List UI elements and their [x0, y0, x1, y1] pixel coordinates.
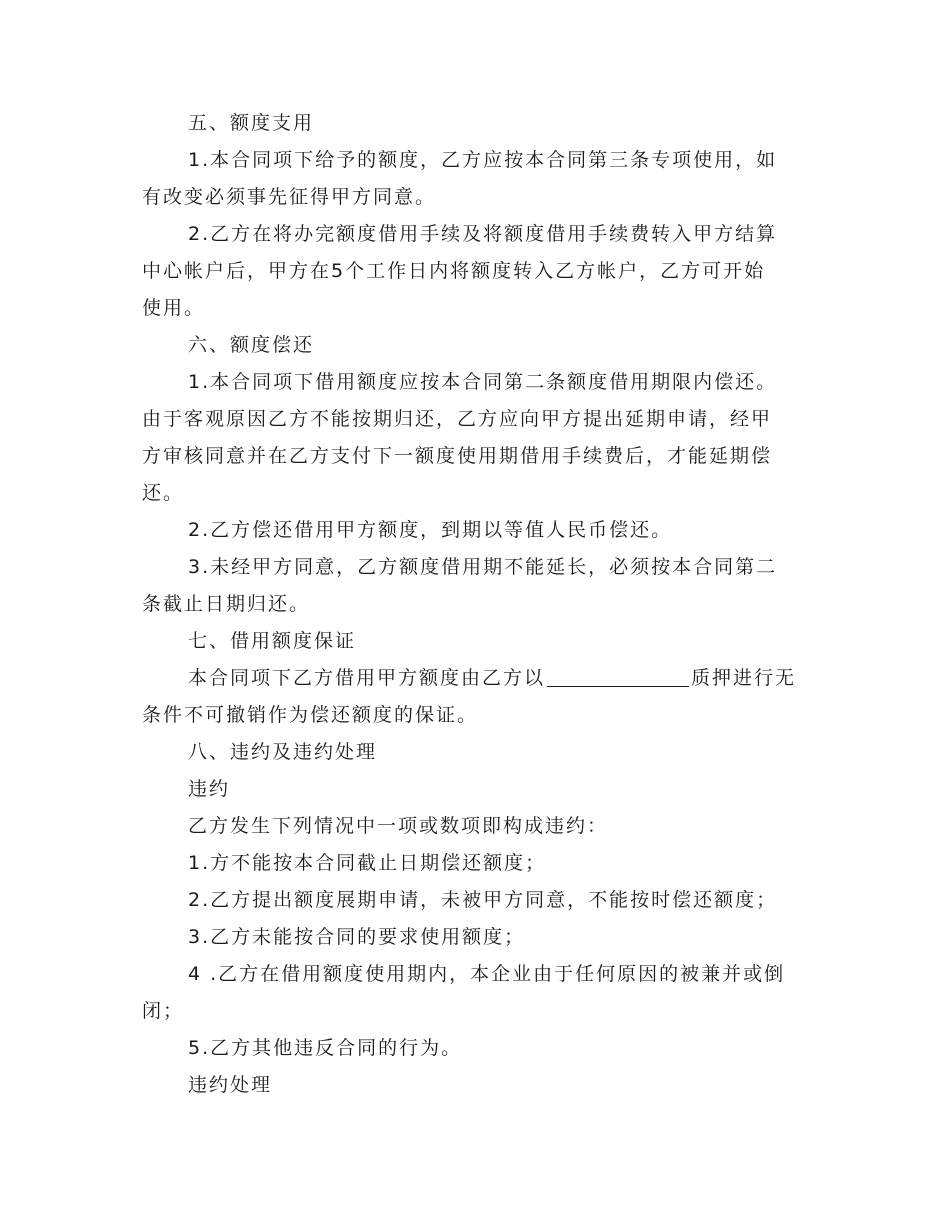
paragraph-line: 2.乙方偿还借用甲方额度，到期以等值人民币偿还。	[188, 519, 673, 541]
paragraph-line: 有改变必须事先征得甲方同意。	[142, 186, 437, 208]
paragraph-line: 中心帐户后，甲方在5个工作日内将额度转入乙方帐户，乙方可开始	[142, 260, 766, 282]
list-item-continuation: 闭；	[142, 1000, 185, 1022]
paragraph-line: 方审核同意并在乙方支付下一额度使用期借用手续费后，才能延期偿	[142, 445, 773, 467]
list-item: 2.乙方提出额度展期申请，未被甲方同意，不能按时偿还额度；	[188, 889, 778, 911]
paragraph-line: 1.本合同项下借用额度应按本合同第二条额度借用期限内偿还。	[188, 371, 778, 393]
paragraph-line: 使用。	[142, 297, 206, 319]
paragraph-line: 3.未经甲方同意，乙方额度借用期不能延长，必须按本合同第二	[188, 556, 778, 578]
list-item: 4 .乙方在借用额度使用期内，本企业由于任何原因的被兼并或倒	[188, 963, 786, 985]
paragraph-line: 由于客观原因乙方不能按期归还，乙方应向甲方提出延期申请，经甲	[142, 408, 773, 430]
paragraph-line: 2.乙方在将办完额度借用手续及将额度借用手续费转入甲方结算	[188, 223, 778, 245]
paragraph-text: 质押进行无	[691, 667, 797, 689]
subheading-breach-handling: 违约处理	[188, 1074, 273, 1096]
fill-in-blank	[547, 666, 689, 687]
document-page	[142, 105, 810, 1104]
section-heading-8: 八、违约及违约处理	[188, 741, 378, 763]
list-item: 3.乙方未能按合同的要求使用额度；	[188, 926, 526, 948]
paragraph-line-with-blank	[142, 660, 810, 697]
list-item: 5.乙方其他违反合同的行为。	[188, 1037, 463, 1059]
paragraph-line: 还。	[142, 482, 185, 504]
paragraph-line: 条截止日期归还。	[142, 593, 311, 615]
paragraph-text: 本合同项下乙方借用甲方额度由乙方以	[188, 667, 546, 689]
list-item: 1.方不能按本合同截止日期偿还额度；	[188, 852, 547, 874]
paragraph-line: 1.本合同项下给予的额度，乙方应按本合同第三条专项使用，如	[188, 149, 778, 171]
paragraph-line: 条件不可撤销作为偿还额度的保证。	[142, 704, 479, 726]
section-heading-7: 七、借用额度保证	[188, 630, 357, 652]
section-heading-5: 五、额度支用	[188, 112, 315, 134]
subheading-breach: 违约	[188, 778, 231, 800]
section-heading-6: 六、额度偿还	[188, 334, 315, 356]
paragraph-line: 乙方发生下列情况中一项或数项即构成违约：	[188, 815, 609, 837]
